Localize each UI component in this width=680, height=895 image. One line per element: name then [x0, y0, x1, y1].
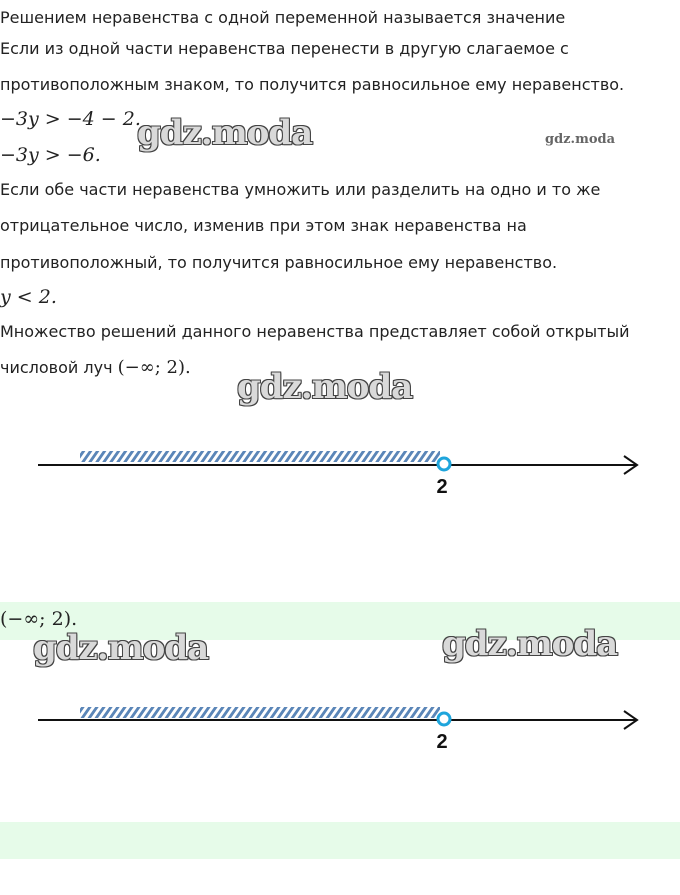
- point-label: 2: [436, 731, 448, 753]
- number-line-2: [0, 693, 680, 763]
- text-line-6: противоположный, то получится равносильное ему неравенство.: [0, 253, 558, 272]
- watermark-small: gdz.moda: [545, 132, 616, 147]
- text-line-7: Множество решений данного неравенства представляет собой открытый: [0, 322, 630, 341]
- text-line-4: Если обе части неравенства умножить или разделить на одно и то же: [0, 180, 601, 199]
- solution-shading: [80, 707, 440, 718]
- interval-notation: (−∞; 2).: [117, 357, 191, 378]
- text-line-1: Решением неравенства с одной переменной называется значение: [0, 8, 566, 27]
- open-point: [438, 458, 450, 470]
- solution-shading: [80, 451, 440, 462]
- text-line-3: противоположным знаком, то получится равносильное ему неравенство.: [0, 75, 625, 94]
- text-line-2: Если из одной части неравенства перенести в другую слагаемое с: [0, 39, 569, 58]
- equation-3: y < 2.: [0, 286, 57, 308]
- answer-text: (−∞; 2).: [0, 608, 78, 630]
- watermark: gdz.moda: [137, 113, 313, 153]
- equation-1: −3y > −4 − 2.: [0, 108, 141, 130]
- equation-2: −3y > −6.: [0, 144, 101, 166]
- text-line-8-prefix: числовой луч: [0, 358, 118, 377]
- watermark: gdz.moda: [33, 628, 209, 668]
- text-line-8: [0, 358, 191, 378]
- bottom-band: [0, 822, 680, 859]
- point-label: 2: [436, 476, 448, 498]
- text-line-5: отрицательное число, изменив при этом знак неравенства на: [0, 216, 527, 235]
- open-point: [438, 713, 450, 725]
- watermark: gdz.moda: [237, 367, 413, 407]
- watermark: gdz.moda: [442, 624, 618, 664]
- number-line-1: [0, 438, 680, 508]
